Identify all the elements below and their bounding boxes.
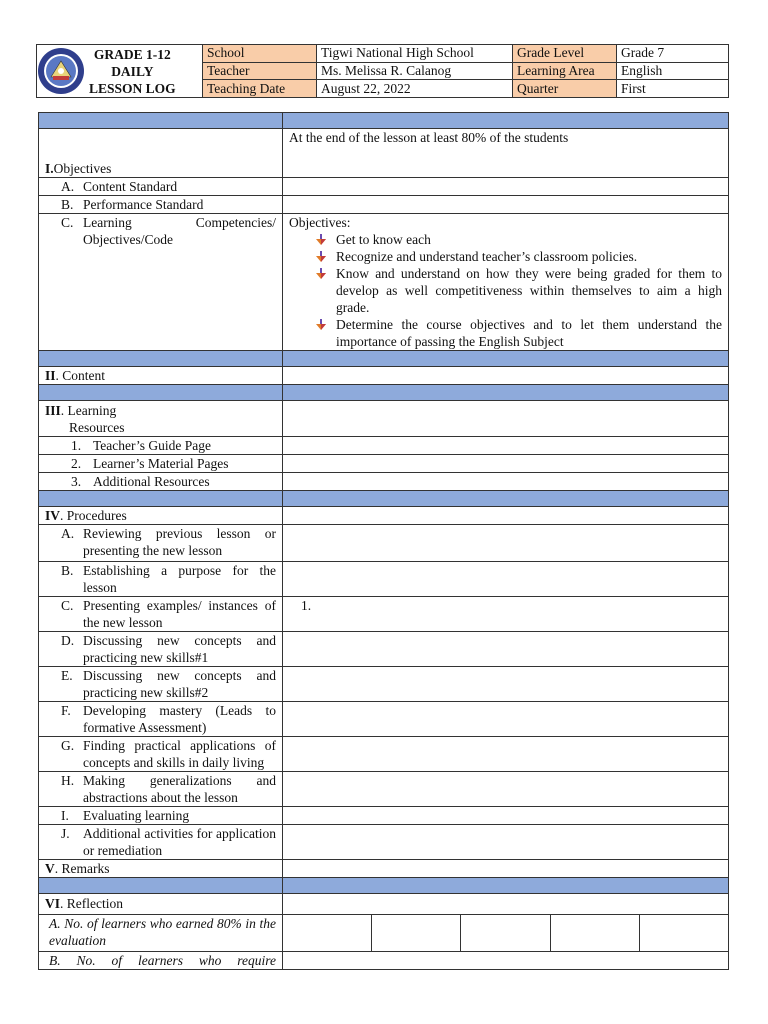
procedure-label: Making generalizations and abstractions about the lesson	[83, 773, 276, 805]
band-row	[39, 113, 729, 129]
procedure-label: Finding practical applications of concepts and skills in daily living	[83, 738, 276, 770]
procedure-row: F. Developing mastery (Leads to formative Assessment)	[39, 702, 729, 737]
procedure-label: Additional activities for application or remediation	[83, 826, 276, 858]
section-label: . Remarks	[54, 861, 110, 876]
list-item: Get to know each	[311, 231, 722, 248]
resources-row	[39, 401, 729, 437]
band-row	[39, 351, 729, 367]
resource-row: 1. Teacher’s Guide Page	[39, 437, 729, 455]
procedure-row: B. Establishing a purpose for the lesson	[39, 562, 729, 597]
section-number: VI	[45, 896, 61, 911]
section-label: . Procedures	[60, 508, 127, 523]
performance-standard-row: B. Performance Standard	[39, 196, 729, 214]
resource-label: Teacher’s Guide Page	[93, 438, 212, 453]
procedures-row	[39, 507, 729, 525]
procedure-row: H. Making generalizations and abstractions about the lesson	[39, 772, 729, 807]
list-item: Determine the course objectives and to let them understand the importance of passing the English Subject	[311, 316, 722, 350]
section-label: . Learning	[60, 403, 117, 418]
competencies-row: C. Learning Competencies/ Objectives/Code Objectives: Get to know each Recognize and understand teacher’s classroom policies. Know and understand on how they were being graded for them to develop as well competitiveness within themselves to aim a high grade. Determine the course objectives and to let them understand the importance of passing the English Subject	[39, 214, 729, 351]
reflection-grid	[283, 915, 728, 951]
section-number: IV	[45, 508, 61, 523]
objectives-list-title: Objectives:	[289, 215, 351, 230]
resource-label: Learner’s Material Pages	[93, 456, 229, 471]
arrow-bullet-icon	[315, 268, 327, 280]
quarter-value: First	[617, 80, 729, 98]
reflection-b-row	[39, 952, 729, 970]
reflection-a-row	[39, 915, 729, 952]
teacher-label: Teacher	[203, 62, 317, 80]
procedure-row: A. Reviewing previous lesson or presenting the new lesson	[39, 525, 729, 562]
reflection-row	[39, 894, 729, 915]
deped-seal-icon	[37, 47, 85, 95]
lesson-log-table	[38, 112, 729, 970]
section-label: . Content	[55, 368, 106, 383]
procedure-label: Discussing new concepts and practicing new skills#1	[83, 633, 276, 665]
doc-title: GRADE 1-12 DAILY LESSON LOG	[89, 46, 176, 96]
objectives-list	[289, 231, 722, 350]
grade-level-label: Grade Level	[513, 45, 617, 63]
procedure-row: J. Additional activities for application or remediation	[39, 825, 729, 860]
arrow-bullet-icon	[315, 319, 327, 331]
resource-row: 2. Learner’s Material Pages	[39, 455, 729, 473]
teaching-date-label: Teaching Date	[203, 80, 317, 98]
list-item: Know and understand on how they were being graded for them to develop as well competitiveness within themselves to aim a high grade.	[311, 265, 722, 316]
procedure-row: E. Discussing new concepts and practicing new skills#2	[39, 667, 729, 702]
procedure-label: Reviewing previous lesson or presenting the new lesson	[83, 526, 276, 558]
learning-area-value: English	[617, 62, 729, 80]
content-standard-label: Content Standard	[83, 179, 178, 194]
section-number: III	[45, 403, 61, 418]
competencies-label: Learning Competencies/ Objectives/Code	[83, 215, 276, 247]
objectives-row	[39, 129, 729, 178]
procedure-row: C. Presenting examples/ instances of the new lesson 1.	[39, 597, 729, 632]
band-row	[39, 385, 729, 401]
performance-standard-label: Performance Standard	[83, 197, 204, 212]
procedure-label: Discussing new concepts and practicing new skills#2	[83, 668, 276, 700]
remarks-row	[39, 860, 729, 878]
procedure-row: I. Evaluating learning	[39, 807, 729, 825]
reflection-a-label: A. No. of learners who earned 80% in the evaluation	[49, 916, 276, 948]
quarter-label: Quarter	[513, 80, 617, 98]
arrow-bullet-icon	[315, 251, 327, 263]
procedure-label: Developing mastery (Leads to formative Assessment)	[83, 703, 276, 735]
teacher-value: Ms. Melissa R. Calanog	[317, 62, 513, 80]
content-row	[39, 367, 729, 385]
list-item: Recognize and understand teacher’s classroom policies.	[311, 248, 722, 265]
procedure-value: 1.	[283, 597, 729, 632]
reflection-b-label: B. No. of learners who require	[49, 953, 276, 968]
band-row	[39, 878, 729, 894]
school-value: Tigwi National High School	[317, 45, 513, 63]
logo-title-cell	[37, 45, 203, 98]
procedure-label: Evaluating learning	[83, 808, 190, 823]
section-label: Objectives	[53, 161, 112, 176]
content-standard-row: A. Content Standard	[39, 178, 729, 196]
school-label: School	[203, 45, 317, 63]
band-row	[39, 491, 729, 507]
section-number: I.	[45, 161, 54, 176]
arrow-bullet-icon	[315, 234, 327, 246]
procedure-row: G. Finding practical applications of concepts and skills in daily living	[39, 737, 729, 772]
resource-row: 3. Additional Resources	[39, 473, 729, 491]
procedure-row: D. Discussing new concepts and practicing new skills#1	[39, 632, 729, 667]
section-number: V	[45, 861, 55, 876]
section-label: . Reflection	[60, 896, 123, 911]
teaching-date-value: August 22, 2022	[317, 80, 513, 98]
procedure-label: Establishing a purpose for the lesson	[83, 563, 276, 595]
header-table	[36, 44, 729, 98]
procedure-label: Presenting examples/ instances of the new lesson	[83, 598, 276, 630]
grade-level-value: Grade 7	[617, 45, 729, 63]
resource-label: Additional Resources	[93, 474, 210, 489]
section-number: II	[45, 368, 56, 383]
learning-area-label: Learning Area	[513, 62, 617, 80]
section-label-cont: Resources	[69, 420, 125, 435]
objectives-intro: At the end of the lesson at least 80% of the students	[283, 129, 729, 178]
